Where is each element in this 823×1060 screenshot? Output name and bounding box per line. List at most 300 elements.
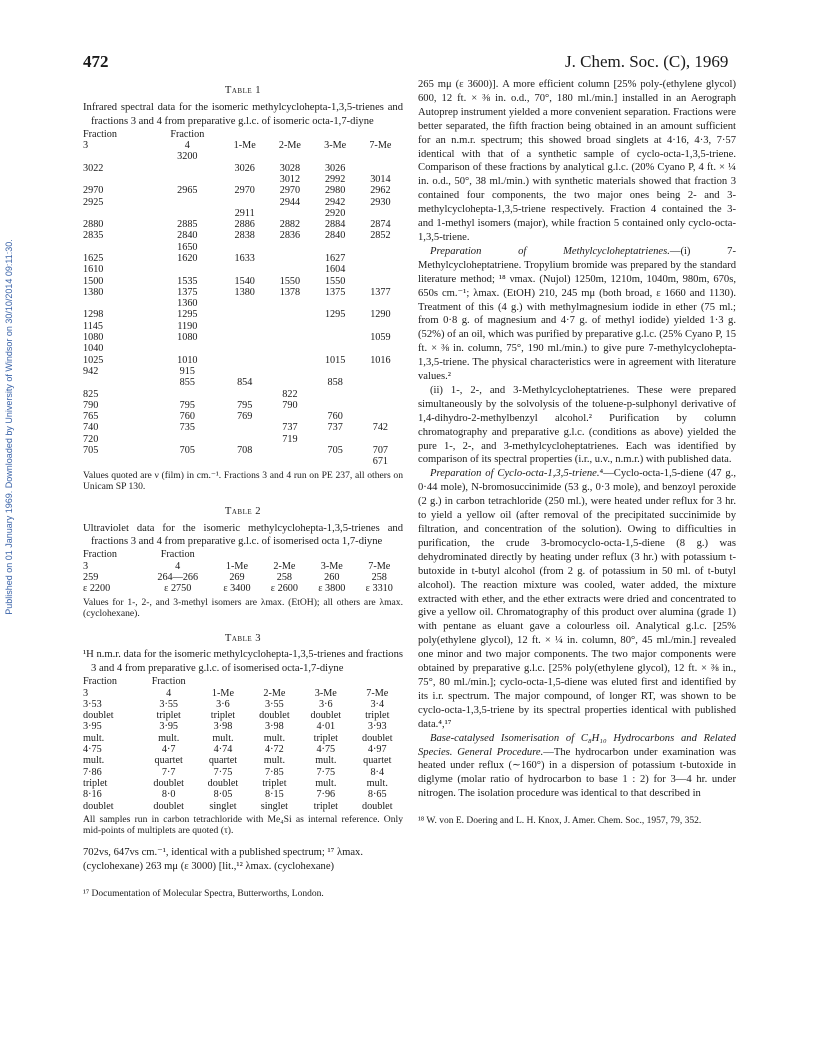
- table-cell: 2992: [324, 173, 346, 185]
- table-cell: 671: [372, 456, 389, 468]
- table-cell: 7·75: [316, 766, 336, 778]
- table-cell: 2970: [279, 185, 301, 197]
- paragraph-separation: 265 mμ (ε 3600)]. A more efficient column [25% poly-(ethylene glycol) 600, 12 ft. × ⅜ in. o.d., 70°, 180 ml./min.] installed in an Aerograph Autoprep instrument yielded a more convenient separation. Fractions were better separated, the fifth fraction being obtained in an amount sufficient for an n.m.r. spectrum; this showed broad singlets at 4·16, 4·3, 7·57 identical with that of a synthetic sample of cyclo-octa-1,3,5-triene. Comparison of these fractions by analytical g.l.c. (20% Cyano P, 4 ft. × ¼ in. o.d., 50°, 38 ml./min.) with synthetic materials showed that fraction 3 contained four components, the two major ones being 2- and 3-methylcyclohepta-1,3,5-triene respectively. Fraction 4 contained the 3- and 1-methyl isomers (major), while fraction 5 contained only cyclo-octa-1,3,5-triene.: [418, 79, 736, 243]
- table-cell: [153, 163, 223, 174]
- table-cell: [267, 411, 312, 422]
- table-cell: 790: [83, 399, 99, 411]
- table-header-row: [83, 129, 403, 140]
- table-cell: [222, 434, 267, 445]
- table-cell: 1190: [177, 320, 198, 332]
- table-cell: Fraction: [83, 549, 117, 561]
- table-cell: singlet: [209, 800, 237, 812]
- table-cell: triplet: [262, 777, 287, 789]
- table-row: [83, 242, 403, 253]
- table-cell: 1380: [234, 286, 255, 298]
- table-row: [83, 208, 403, 219]
- table-cell: [153, 264, 223, 275]
- table3: [83, 676, 403, 812]
- table-cell: [222, 456, 267, 467]
- table-row: [83, 434, 403, 445]
- table-cell: 7·75: [213, 766, 233, 778]
- table-cell: 795: [179, 399, 195, 411]
- table-cell: mult.: [212, 732, 234, 744]
- table-cell: [313, 321, 358, 332]
- table-cell: doublet: [153, 800, 184, 812]
- table-row: [83, 755, 403, 766]
- table-cell: [267, 321, 312, 332]
- table-cell: ε 3400: [223, 583, 251, 595]
- table2-caption: Ultraviolet data for the isomeric methylcyclohepta-1,3,5-trienes and fractions 3 and 4 from preparative g.l.c. of isomerised octa 1,7-diyne: [83, 522, 403, 548]
- table-cell: triplet: [210, 710, 236, 722]
- table-cell: [358, 321, 403, 332]
- table-cell: 2882: [279, 219, 301, 231]
- table-cell: [267, 445, 312, 456]
- table-cell: 1025: [83, 354, 104, 366]
- table-cell: [222, 332, 267, 343]
- table-cell: [222, 151, 267, 162]
- table-cell: [358, 163, 403, 174]
- table-cell: 1550: [279, 275, 301, 287]
- table-row: [83, 309, 403, 320]
- table-header-row: [83, 676, 403, 687]
- table-cell: 4·75: [83, 744, 102, 756]
- table-cell: 2-Me: [273, 560, 296, 572]
- table-cell: 3: [83, 140, 89, 152]
- table-row: [83, 400, 403, 411]
- table-cell: [267, 253, 312, 264]
- table-cell: [313, 456, 358, 467]
- table-cell: [300, 676, 351, 687]
- table-cell: 3·6: [319, 698, 333, 710]
- table-cell: 735: [179, 422, 195, 434]
- table-cell: [222, 343, 267, 354]
- table-cell: 2840: [324, 230, 346, 242]
- table-cell: [358, 253, 403, 264]
- table-cell: 3: [83, 560, 89, 572]
- table-cell: 1295: [324, 309, 346, 321]
- table-cell: [153, 208, 223, 219]
- table-cell: triplet: [313, 732, 338, 744]
- table-cell: [153, 174, 223, 185]
- table-cell: 3200: [177, 151, 198, 163]
- table2-title: Table 2: [224, 505, 262, 517]
- table-cell: [222, 366, 267, 377]
- table-cell: 1377: [370, 286, 391, 298]
- table-cell: 3022: [83, 162, 104, 174]
- table-cell: 1059: [370, 332, 391, 344]
- table-cell: [261, 549, 308, 560]
- table-row: [83, 456, 403, 467]
- table-cell: triplet: [313, 800, 338, 812]
- table-cell: [267, 129, 312, 140]
- table-cell: doublet: [259, 710, 290, 722]
- table-cell: Fraction: [83, 128, 117, 140]
- table-row: [83, 411, 403, 422]
- table-cell: 742: [372, 422, 389, 434]
- table-cell: [356, 549, 403, 560]
- table-cell: mult.: [83, 732, 105, 744]
- paragraph-methylcycloheptatrienes: Preparation of Methylcycloheptatrienes.—(i) 7-Methylcycloheptatriene. Tropylium bromide was prepared by the standard literature method; ¹⁸ νmax. (Nujol) 1250m, 1210m, 1040m, 980m, 670s, 650s cm.⁻¹; λmax. (EtOH) 210, 245 mμ (both broad, ε 1660 and 1130). Treatment of this (4 g.) with methylmagnesium iodide in ether (75 ml.; from 0·8 g. of magnesium and 4·7 g. of methyl iodide) yielded 1·3 g. (52%) of an oil, which was purified by preparative g.l.c. (25% Cyano P, 15 ft. × ⅜ in. column, 75°, 190 ml./min.) to give pure 7-methylcyclohepta-1,3,5-triene. The physical characteristics were in agreement with literature values.²: [418, 245, 736, 383]
- table-cell: [313, 298, 358, 309]
- table-cell: 1-Me: [225, 560, 248, 572]
- table-cell: 790: [282, 399, 298, 411]
- table-cell: 8·05: [213, 789, 233, 801]
- table-cell: [222, 309, 267, 320]
- table-cell: 2925: [83, 196, 104, 208]
- table-cell: [267, 332, 312, 343]
- table-cell: [313, 434, 358, 445]
- table-cell: [83, 174, 153, 185]
- table1-caption: Infrared spectral data for the isomeric methylcyclohepta-1,3,5-trienes and fractions 3 and 4 from preparative g.l.c. of isomeric octa-1,7-diyne: [83, 101, 403, 127]
- table-cell: 7-Me: [368, 560, 391, 572]
- table-cell: doublet: [207, 777, 239, 789]
- table-cell: [358, 366, 403, 377]
- table-cell: [358, 389, 403, 400]
- table-cell: 1535: [177, 275, 198, 287]
- table-cell: doublet: [361, 800, 393, 812]
- table-cell: 3-Me: [324, 140, 347, 152]
- table-cell: 7-Me: [366, 687, 389, 699]
- table-cell: [222, 298, 267, 309]
- table-row: [83, 366, 403, 377]
- paragraph-isomers: (ii) 1-, 2-, and 3-Methylcycloheptatrienes. These were prepared simultaneously by the solvolysis of the toluene-p-sulphonyl derivative of 1,4-dihydro-2-methylbenzyl alcohol.² Purification by column chromatography and preparative g.l.c. (conditions as above) yielded the pure 1-, 2-, and 3-methylcycloheptatrienes. Each was identified by comparison of its spectral properties (i.r., u.v., n.m.r.) with published data.: [418, 384, 736, 466]
- table-cell: 7·96: [316, 789, 336, 801]
- table-cell: 3028: [279, 162, 301, 174]
- table-row: [83, 355, 403, 366]
- table-cell: ε 2600: [270, 583, 298, 595]
- table-cell: 1540: [234, 275, 255, 287]
- table-cell: [153, 389, 223, 400]
- table-cell: 2886: [234, 219, 255, 231]
- table-cell: 7·86: [83, 766, 102, 778]
- table-cell: mult.: [366, 777, 388, 789]
- table-cell: 2942: [324, 196, 346, 208]
- table-row: [83, 699, 403, 710]
- table-row: [83, 185, 403, 196]
- table-row: [83, 343, 403, 354]
- table-cell: 1010: [177, 354, 198, 366]
- table-cell: [358, 434, 403, 445]
- table-row: [83, 778, 403, 789]
- table-row: [83, 253, 403, 264]
- table-cell: singlet: [260, 800, 288, 812]
- table-cell: 1650: [177, 241, 198, 253]
- table-cell: 2885: [177, 219, 198, 231]
- table-header-row: [83, 688, 403, 699]
- journal-header: J. Chem. Soc. (C), 1969: [565, 52, 729, 71]
- table-row: [83, 789, 403, 800]
- page-number: 472: [83, 52, 109, 71]
- table-row: [83, 163, 403, 174]
- table-cell: 2920: [324, 207, 346, 219]
- table-cell: [153, 456, 223, 467]
- table-cell: [267, 242, 312, 253]
- table3-caption: ¹H n.m.r. data for the isomeric methylcyclohepta-1,3,5-trienes and fractions 3 and 4 from preparative g.l.c. of isomerised octa-1,7-diyne: [83, 649, 404, 675]
- table-cell: 942: [83, 365, 99, 377]
- table-cell: [358, 377, 403, 388]
- table-row: [83, 264, 403, 275]
- table-row: [83, 197, 403, 208]
- table-cell: mult.: [83, 755, 105, 767]
- table-cell: 854: [237, 377, 253, 389]
- table-cell: 1080: [83, 332, 104, 344]
- table-cell: Fraction: [83, 676, 117, 688]
- table-cell: 2874: [370, 219, 391, 231]
- table-cell: 8·0: [161, 789, 176, 801]
- table-cell: 705: [327, 445, 343, 457]
- table-cell: 269: [229, 571, 245, 583]
- table-cell: 1627: [324, 252, 346, 264]
- table-cell: 4: [184, 140, 190, 152]
- table-cell: 1040: [83, 343, 104, 355]
- table-cell: 737: [282, 422, 298, 434]
- table-cell: 2835: [83, 230, 104, 242]
- download-watermark: [2, 150, 16, 710]
- table-cell: 1633: [234, 252, 255, 264]
- table-cell: 822: [282, 388, 298, 400]
- table-row: [83, 767, 403, 778]
- table-row: [83, 377, 403, 388]
- table-cell: 3: [83, 687, 89, 699]
- table-cell: [83, 151, 153, 162]
- table-cell: 719: [282, 433, 298, 445]
- table-row: [83, 287, 403, 298]
- table-cell: 858: [327, 377, 343, 389]
- table-cell: 3014: [370, 173, 391, 185]
- table2: [83, 549, 403, 594]
- footnote-18: ¹⁸ W. von E. Doering and L. H. Knox, J. Amer. Chem. Soc., 1957, 79, 352.: [418, 816, 702, 827]
- table-cell: triplet: [156, 710, 181, 722]
- table-row: [83, 276, 403, 287]
- table-cell: doublet: [310, 710, 342, 722]
- table-cell: Fraction: [160, 549, 195, 561]
- table-cell: [153, 343, 223, 354]
- table2-note: Values for 1-, 2-, and 3-methyl isomers are λmax. (EtOH); all others are λmax. (cyclohexane).: [83, 596, 403, 619]
- table-cell: [358, 264, 403, 275]
- table-cell: 2980: [324, 185, 346, 197]
- table-cell: [222, 355, 267, 366]
- table-cell: 1-Me: [211, 687, 234, 699]
- table-cell: [83, 242, 153, 253]
- table-cell: quartet: [363, 755, 392, 767]
- table-cell: 2-Me: [278, 140, 301, 152]
- table-cell: 8·4: [370, 766, 385, 778]
- table-cell: 740: [83, 422, 99, 434]
- table-cell: 2970: [83, 185, 104, 197]
- table-row: [83, 721, 403, 732]
- table-cell: 825: [83, 388, 99, 400]
- table-cell: 737: [327, 422, 343, 434]
- table-cell: [267, 151, 312, 162]
- table-cell: [313, 332, 358, 343]
- table-row: [83, 445, 403, 456]
- table3-note: All samples run in carbon tetrachloride with Me₄Si as internal reference. Only mid-points of multiplets are quoted (τ).: [83, 813, 403, 836]
- table-cell: 769: [237, 411, 253, 423]
- table-cell: [313, 129, 358, 140]
- table-row: [83, 174, 403, 185]
- table-cell: [83, 456, 153, 467]
- table-row: [83, 230, 403, 241]
- table-cell: [267, 309, 312, 320]
- table-cell: [249, 676, 300, 687]
- table-cell: mult.: [158, 732, 180, 744]
- table-cell: [267, 355, 312, 366]
- table-cell: 2970: [234, 185, 255, 197]
- table-cell: 264—266: [157, 571, 199, 583]
- table-cell: 258: [371, 571, 387, 583]
- table-row: [83, 298, 403, 309]
- table-cell: 4: [166, 687, 172, 699]
- table-header-row: [83, 549, 403, 560]
- section-heading: Preparation of Cyclo-octa-1,3,5-triene.: [430, 468, 600, 480]
- table-cell: [267, 366, 312, 377]
- table-row: [83, 744, 403, 755]
- table-cell: quartet: [154, 755, 183, 767]
- footnote-17: ¹⁷ Documentation of Molecular Spectra, Butterworths, London.: [83, 888, 324, 899]
- table-cell: [358, 400, 403, 411]
- table-cell: 1290: [370, 309, 391, 321]
- table-cell: triplet: [83, 777, 108, 789]
- table-cell: 3·98: [213, 721, 233, 733]
- table-cell: 3·55: [159, 698, 179, 710]
- table-cell: [358, 129, 403, 140]
- table-cell: 4·97: [367, 744, 387, 756]
- table-header-row: [83, 140, 403, 151]
- table-cell: [267, 456, 312, 467]
- table-row: [83, 219, 403, 230]
- table-cell: quartet: [208, 755, 238, 767]
- table3-title: Table 3: [224, 632, 262, 644]
- table-cell: 855: [179, 377, 195, 389]
- table-cell: [213, 549, 260, 560]
- table-cell: [313, 343, 358, 354]
- table-cell: [83, 377, 153, 388]
- table-cell: 4: [175, 560, 181, 572]
- table-cell: 8·65: [367, 789, 387, 801]
- table-cell: 1550: [324, 275, 346, 287]
- table-row: [83, 572, 403, 583]
- table-cell: 2930: [370, 196, 391, 208]
- section-heading: Preparation of Methylcycloheptatrienes.: [430, 245, 670, 257]
- table-cell: 2840: [177, 230, 198, 242]
- table-cell: ε 2750: [164, 583, 192, 595]
- table-cell: 3·53: [83, 698, 102, 710]
- table-cell: Fraction: [151, 676, 186, 688]
- table-cell: doublet: [153, 777, 184, 789]
- table-cell: 7·85: [265, 766, 284, 778]
- table1-note: Values quoted are ν (film) in cm.⁻¹. Fractions 3 and 4 run on PE 237, all others on Unicam SP 130.: [83, 469, 403, 492]
- paragraph-cyclooctatriene: Preparation of Cyclo-octa-1,3,5-triene.⁴—Cyclo-octa-1,5-diene (47 g., 0·44 mole), N-bromosuccinimide (53 g., 0·3 mole), and benzoyl peroxide (2 g.) in carbon tetrachloride (250 ml.), were heated under reflux for 3 hr. to yield a yellow oil (after removal of the precipitated succinimide by filtration, and concentration of the solution). Owing to difficulties in purification, the crude 3-bromocyclo-octa-1,5-diene (8 g.) was dehydrominated directly by heating under reflux (3 hr.) with potassium t-butoxide in t-butyl alcohol (from 2 g. of potassium in 50 ml. of t-butyl alcohol). The reaction mixture was cooled, water added, the mixture extracted with ether, and the ether extracts were dried and concentrated to give a yellow oil. Chromatography of this product over alumina (grade 1) with pentane as eluant gave a colourless oil. Analytical g.l.c. [25% poly(ethylene glycol), 12 ft. × ¼ in. column, 80°, 45 ml./min.] revealed one minor and two major components. The two major components were obtained by preparative g.l.c. [25% poly(ethylene glycol), 12 ft. × ⅜ in., 75°, 80 ml./min.]; cyclo-octa-1,5-diene was eluted first and identified by its i.r. spectrum. The major compound, of longer RT, was shown to be cyclo-octa-1,3,5-triene by its spectral properties identical with published data.⁴,¹⁷: [418, 468, 736, 730]
- table-cell: 2880: [83, 219, 104, 231]
- table-cell: [358, 298, 403, 309]
- table-cell: [267, 264, 312, 275]
- table-header-row: [83, 561, 403, 572]
- table-cell: 4·75: [316, 744, 336, 756]
- table-cell: [358, 343, 403, 354]
- table-cell: 3·6: [216, 698, 230, 710]
- table-cell: 3026: [324, 162, 346, 174]
- table-cell: 2836: [279, 230, 301, 242]
- table-cell: [197, 676, 248, 687]
- table-cell: 765: [83, 411, 99, 423]
- table-cell: 1016: [370, 354, 391, 366]
- table-cell: 1380: [83, 286, 104, 298]
- table-cell: 4·7: [161, 744, 176, 756]
- table-cell: [222, 242, 267, 253]
- table-cell: Fraction: [170, 128, 205, 140]
- table-cell: 1145: [83, 320, 103, 332]
- table-cell: 707: [372, 445, 389, 457]
- table-cell: doublet: [83, 800, 114, 812]
- table-cell: 3·4: [370, 698, 385, 710]
- table-cell: 795: [237, 399, 253, 411]
- table-cell: [222, 174, 267, 185]
- table-cell: 3·55: [265, 698, 284, 710]
- table-cell: [267, 208, 312, 219]
- table1: [83, 129, 403, 468]
- table-cell: 3026: [234, 162, 255, 174]
- table-cell: 705: [179, 445, 195, 457]
- table-row: [83, 321, 403, 332]
- table-cell: 3·93: [367, 721, 387, 733]
- table-cell: ε 3800: [318, 583, 346, 595]
- table-cell: doublet: [83, 710, 114, 722]
- left-column: [83, 78, 403, 900]
- table-cell: [358, 151, 403, 162]
- table-cell: 2884: [324, 219, 346, 231]
- table-cell: 4·72: [265, 744, 284, 756]
- table-cell: [358, 242, 403, 253]
- table-cell: [222, 389, 267, 400]
- table-cell: [352, 676, 403, 687]
- table-cell: mult.: [315, 777, 337, 789]
- table-cell: 259: [83, 571, 99, 583]
- table-row: [83, 422, 403, 433]
- table-cell: 3-Me: [320, 560, 343, 572]
- table-cell: 1-Me: [233, 140, 256, 152]
- table-cell: [313, 389, 358, 400]
- table-cell: 708: [237, 445, 253, 457]
- table-cell: 2944: [279, 196, 301, 208]
- table-cell: 1298: [83, 309, 104, 321]
- table-cell: 2852: [370, 230, 391, 242]
- table-cell: [222, 264, 267, 275]
- table-row: [83, 389, 403, 400]
- table-cell: [83, 298, 153, 309]
- table-cell: [222, 422, 267, 433]
- table-cell: 3-Me: [314, 687, 337, 699]
- table-cell: triplet: [365, 710, 390, 722]
- table-cell: [153, 197, 223, 208]
- watermark-text: Published on 01 January 1969. Downloaded by University of Windsor on 30/10/2014 09:11:30.: [4, 239, 14, 615]
- table-cell: [358, 276, 403, 287]
- table-cell: 1375: [177, 286, 198, 298]
- table-cell: [313, 242, 358, 253]
- left-body-paragraph: 702vs, 647vs cm.⁻¹, identical with a published spectrum; ¹⁷ λmax. (cyclohexane) 263 mμ (ε 3000) [lit.,¹² λmax. (cyclohexane): [83, 846, 363, 872]
- table-cell: [222, 129, 267, 140]
- table-cell: [222, 321, 267, 332]
- right-column: [418, 78, 736, 827]
- table-cell: 8·16: [83, 789, 102, 801]
- table-cell: mult.: [315, 755, 337, 767]
- table-cell: 760: [327, 411, 343, 423]
- table-cell: [358, 208, 403, 219]
- table-cell: 2-Me: [263, 687, 286, 699]
- table-cell: 760: [179, 411, 195, 423]
- table-cell: 1610: [83, 264, 104, 276]
- table-cell: [313, 366, 358, 377]
- table-cell: 4·01: [316, 721, 336, 733]
